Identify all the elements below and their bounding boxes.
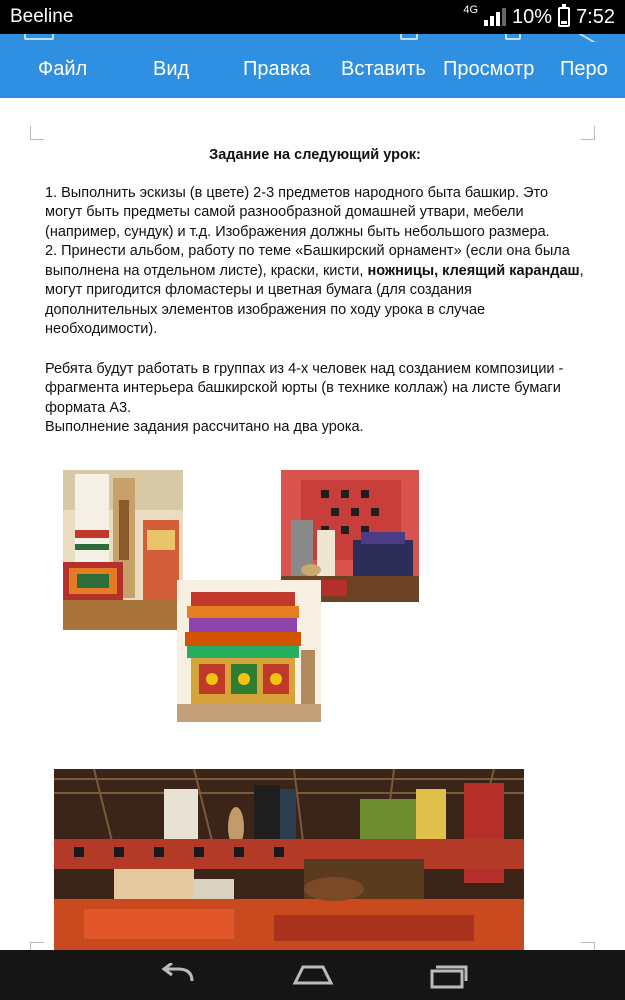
status-bar (0, 0, 625, 34)
paragraph-2-bold: ножницы, клеящий карандаш (367, 262, 580, 279)
paragraph-2 (45, 242, 585, 340)
home-icon[interactable] (283, 955, 343, 995)
paragraph-2-text-end: , могут пригодится фломастеры и цветная бумага (для создания дополнительных элементов изображения по ходу урока в случае необходимости). (45, 262, 584, 337)
signal-icon (484, 8, 506, 26)
menu-view[interactable]: Вид (153, 58, 190, 80)
toolbar-remnant (0, 34, 625, 42)
image-chest-quilts (177, 580, 321, 722)
battery-charging-icon (558, 7, 570, 27)
margin-mark (30, 126, 44, 140)
margin-mark (30, 942, 44, 950)
menu-file[interactable]: Файл (38, 58, 88, 80)
document-text (45, 146, 585, 438)
paragraph-3: Ребята будут работать в группах из 4-х человек над созданием композиции - фрагмента интерьера башкирской юрты (в технике коллаж) на листе бумаги формата А3. (45, 360, 564, 416)
status-indicators (463, 6, 615, 29)
paragraph-4: Выполнение задания рассчитано на два урока. (45, 419, 364, 435)
battery-percent: 10% (512, 5, 553, 28)
menu-pen[interactable]: Перо (560, 58, 608, 80)
image-yurt-interior (54, 769, 524, 950)
carrier-name: Beeline (10, 6, 74, 27)
clock: 7:52 (576, 5, 615, 28)
menu-review[interactable]: Просмотр (443, 58, 535, 80)
document-heading: Задание на следующий урок: (209, 147, 421, 163)
image-folk-textiles (63, 470, 183, 630)
back-icon[interactable] (148, 955, 208, 995)
app-menubar (0, 34, 625, 98)
menu-edit[interactable]: Правка (243, 58, 311, 80)
network-type: 4G (463, 4, 479, 16)
margin-mark (581, 942, 595, 950)
system-navbar (0, 950, 625, 1000)
document-page[interactable] (0, 98, 625, 950)
menu-items (0, 58, 625, 88)
menu-insert[interactable]: Вставить (341, 58, 426, 80)
recent-apps-icon[interactable] (418, 955, 478, 995)
margin-mark (581, 126, 595, 140)
paragraph-2-text: 2. Принести альбом, работу по теме «Башкирский орнамент» (если она была выполнена на отдельном листе), краски, кисти, (45, 243, 570, 279)
paragraph-1: 1. Выполнить эскизы (в цвете) 2-3 предметов народного быта башкир. Это могут быть предметы самой разнообразной домашней утвари, мебели (например, сундук) и т.д. Изображения должны быть небольшого размера. (45, 184, 550, 240)
